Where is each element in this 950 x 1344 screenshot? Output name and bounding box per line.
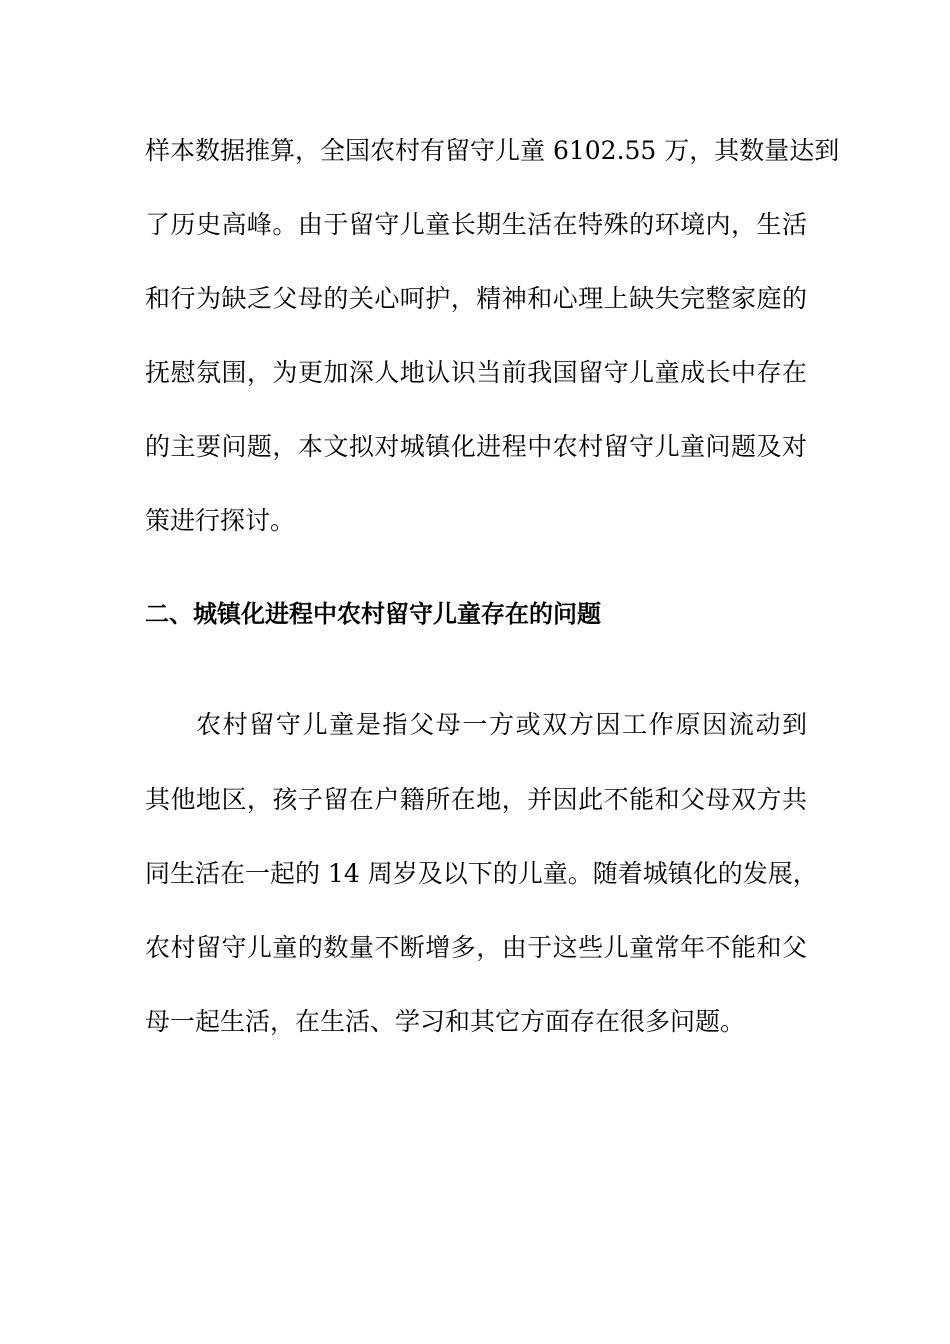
paragraph-1-line-2: 了历史高峰。由于留守儿童长期生活在特殊的环境内，生活	[145, 210, 807, 239]
paragraph-2-line-5: 母一起生活，在生活、学习和其它方面存在很多问题。	[145, 1007, 746, 1036]
section-2-heading: 二、城镇化进程中农村留守儿童存在的问题	[145, 600, 601, 628]
paragraph-1-line-5: 的主要问题，本文拟对城镇化进程中农村留守儿童问题及对	[145, 432, 807, 461]
paragraph-1-line-6: 策进行探讨。	[145, 506, 296, 535]
paragraph-2-line-4: 农村留守儿童的数量不断增多，由于这些儿童常年不能和父	[145, 933, 807, 962]
paragraph-1-line-3: 和行为缺乏父母的关心呵护，精神和心理上缺失完整家庭的	[145, 284, 807, 313]
paragraph-1-line-1: 样本数据推算，全国农村有留守儿童 6102.55 万，其数量达到	[145, 136, 840, 165]
paragraph-2-line-2: 其他地区，孩子留在户籍所在地，并因此不能和父母双方共	[145, 785, 807, 814]
paragraph-2-line-1: 农村留守儿童是指父母一方或双方因工作原因流动到	[196, 710, 807, 739]
paragraph-2-line-3: 同生活在一起的 14 周岁及以下的儿童。随着城镇化的发展，	[145, 859, 818, 888]
paragraph-1-line-4: 抚慰氛围，为更加深人地认识当前我国留守儿童成长中存在	[145, 358, 807, 387]
